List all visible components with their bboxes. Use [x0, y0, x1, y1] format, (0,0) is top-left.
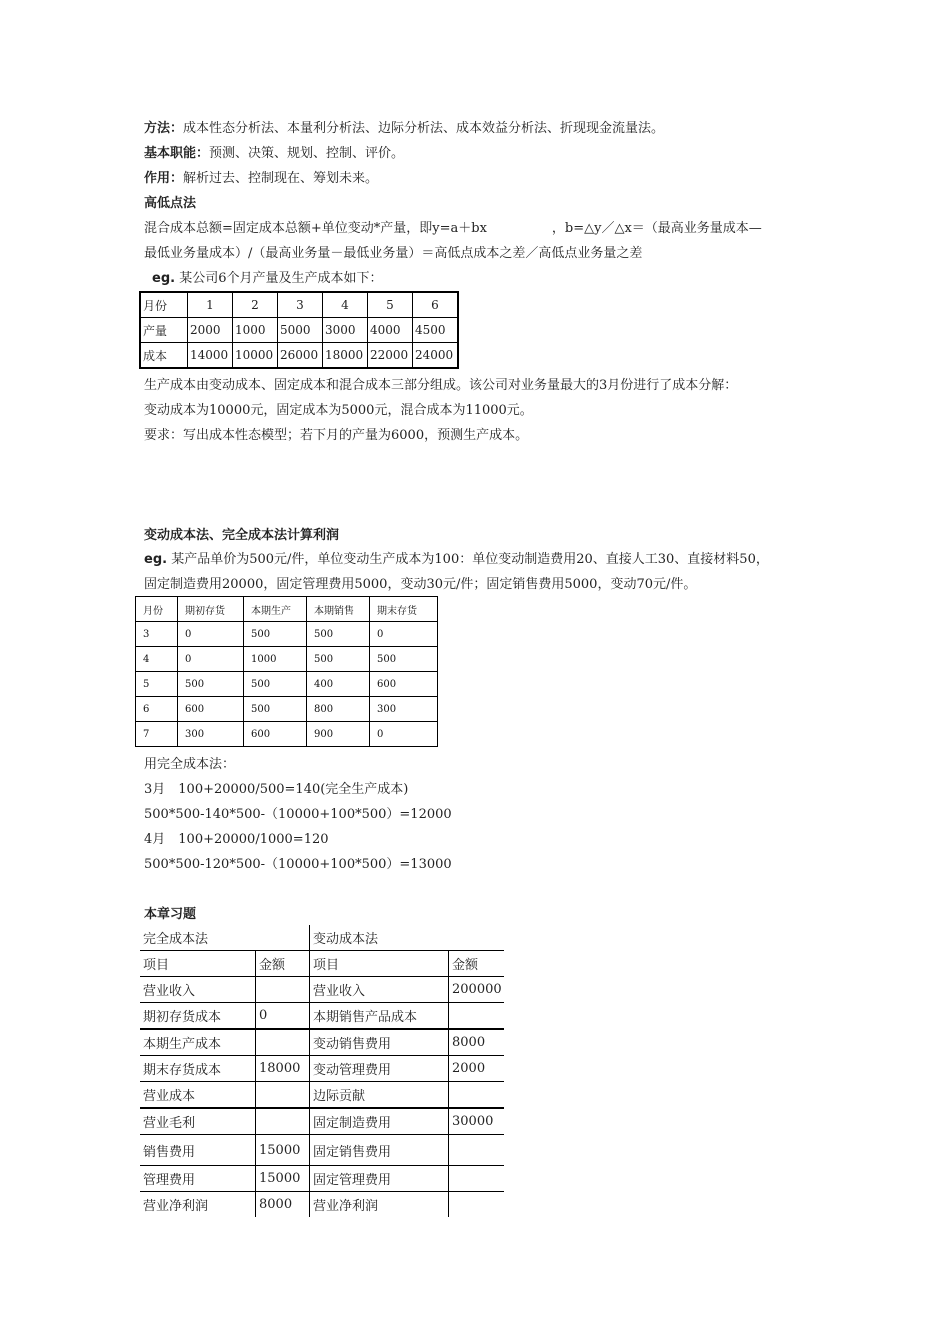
left-title: 完全成本法: [140, 925, 310, 951]
table-cell: 900: [307, 722, 370, 747]
example-text: 某产品单价为500元/件，单位变动生产成本为100：单位变动制造费用20、直接人工30、直接材料50，: [171, 552, 769, 567]
inventory-table: [135, 596, 438, 747]
production-cost-table: [139, 291, 459, 369]
table-cell: 800: [307, 697, 370, 722]
table-cell: 项目: [140, 951, 256, 977]
table-row: [140, 1056, 504, 1082]
calc-line-4: 4月 100+20000/1000=120: [144, 832, 329, 847]
table-cell: 26000: [278, 343, 323, 369]
table-cell: [256, 1108, 310, 1135]
table-row: [136, 722, 438, 747]
table-row: [136, 622, 438, 647]
table-cell: 500: [307, 647, 370, 672]
table-cell: 营业净利润: [143, 1199, 209, 1214]
table-cell: [256, 1029, 310, 1056]
table-header-row: [136, 597, 438, 622]
table-cell: 2000: [449, 1056, 505, 1082]
table-cell: 产量: [140, 318, 188, 343]
table-cell: 24000: [413, 343, 459, 369]
table-cell: [449, 1082, 505, 1109]
table-cell: 变动销售费用: [310, 1029, 449, 1056]
table-cell: 0: [178, 622, 244, 647]
table-row: [140, 1166, 504, 1192]
table-cell: 营业毛利: [140, 1108, 256, 1135]
table-cell: 5000: [278, 318, 323, 343]
formula-line-2: 最低业务量成本）/（最高业务量－最低业务量）＝高低点成本之差／高低点业务量之差: [144, 246, 643, 261]
table-cell: 300: [178, 722, 244, 747]
calc-line-2: 3月 100+20000/500=140(完全生产成本): [144, 782, 409, 797]
table-cell: 3: [136, 622, 178, 647]
table-cell: 固定制造费用: [310, 1108, 449, 1135]
table-cell: 1000: [244, 647, 307, 672]
note-line-1: 生产成本由变动成本、固定成本和混合成本三部分组成。该公司对业务量最大的3月份进行了成本分解：: [144, 378, 738, 393]
methods-text: 成本性态分析法、本量利分析法、边际分析法、成本效益分析法、折现现金流量法。: [183, 121, 665, 136]
table-row: [140, 1108, 504, 1135]
table-cell: 3000: [323, 318, 368, 343]
table-cell: 6: [136, 697, 178, 722]
table-cell: 0: [370, 622, 438, 647]
table-cell: [256, 977, 310, 1003]
methods-line: [144, 120, 664, 138]
table-cell: 500: [244, 622, 307, 647]
right-title: 变动成本法: [310, 925, 505, 951]
table-row: [136, 672, 438, 697]
table-cell: 4500: [413, 318, 459, 343]
formula-line-1: 混合成本总额=固定成本总额+单位变动*产量，即y=a＋bx ，b=△y／△x＝（最高业务量成本—: [144, 221, 762, 236]
table-cell: 本期生产: [244, 597, 307, 622]
table-cell: 6: [413, 292, 459, 318]
table-cell: 4000: [368, 318, 413, 343]
table-cell: 项目: [310, 951, 449, 977]
vc-example-line-2: 固定制造费用20000，固定管理费用5000，变动30元/件；固定销售费用5000，变动70元/件。: [144, 577, 697, 592]
table-cell: 0: [370, 722, 438, 747]
table-cell: 期末存货成本: [140, 1056, 256, 1082]
table-cell: 500: [307, 622, 370, 647]
table-cell: 本期销售: [307, 597, 370, 622]
table-cell: 600: [370, 672, 438, 697]
calc-line-5: 500*500-120*500-（10000+100*500）=13000: [144, 857, 452, 872]
table-cell: [449, 1192, 505, 1218]
table-cell: 金额: [256, 951, 310, 977]
role-text: 解析过去、控制现在、筹划未来。: [183, 171, 379, 186]
table-cell: 500: [244, 672, 307, 697]
table-cell: 4: [323, 292, 368, 318]
table-row: [140, 1192, 504, 1218]
table-cell: [449, 1135, 505, 1166]
functions-text: 预测、决策、规划、控制、评价。: [209, 146, 405, 161]
table-cell: 8000: [449, 1029, 505, 1056]
table-cell: 22000: [368, 343, 413, 369]
table-cell: 成本: [140, 343, 188, 369]
table-row: [140, 977, 504, 1003]
table-cell: 管理费用: [140, 1166, 256, 1192]
table-cell: 固定销售费用: [310, 1135, 449, 1166]
table-row: [140, 318, 458, 343]
example-label: eg.: [152, 271, 176, 286]
table-cell: 营业收入: [310, 977, 449, 1003]
table-row: [140, 1003, 504, 1030]
role-label: 作用：: [144, 171, 184, 186]
table-cell: 5: [368, 292, 413, 318]
table-cell: 8000: [256, 1192, 310, 1218]
table-row: [140, 1029, 504, 1056]
table-cell: 销售费用: [140, 1135, 256, 1166]
table-cell: 400: [307, 672, 370, 697]
note-line-3: 要求：写出成本性态模型；若下月的产量为6000，预测生产成本。: [144, 428, 529, 443]
table-cell: 月份: [140, 292, 188, 318]
table-title-row: [140, 925, 504, 951]
table-cell: 固定管理费用: [310, 1166, 449, 1192]
table-cell: 1000: [233, 318, 278, 343]
table-cell: 0: [256, 1003, 310, 1030]
high-low-example: [152, 270, 382, 288]
table-cell: 15000: [256, 1135, 310, 1166]
table-row: [140, 1135, 504, 1166]
table-cell: 600: [178, 697, 244, 722]
exercise-table: [140, 925, 504, 1217]
table-cell: 期初存货成本: [140, 1003, 256, 1030]
table-cell: 营业收入: [140, 977, 256, 1003]
table-cell: 15000: [256, 1166, 310, 1192]
table-cell: 期末存货: [370, 597, 438, 622]
table-cell: 30000: [449, 1108, 505, 1135]
table-cell: 5: [136, 672, 178, 697]
table-cell: 500: [178, 672, 244, 697]
table-cell: 600: [244, 722, 307, 747]
table-cell: 营业成本: [140, 1082, 256, 1109]
calc-line-1: 用完全成本法：: [144, 757, 236, 772]
table-row: [136, 697, 438, 722]
high-low-heading: 高低点法: [144, 196, 197, 211]
table-cell: 10000: [233, 343, 278, 369]
table-cell: 3: [278, 292, 323, 318]
note-line-2: 变动成本为10000元，固定成本为5000元，混合成本为11000元。: [144, 403, 533, 418]
example-label: eg.: [144, 552, 168, 567]
table-cell: 本期生产成本: [140, 1029, 256, 1056]
table-cell: 本期销售产品成本: [310, 1003, 449, 1030]
table-row: [136, 647, 438, 672]
table-cell: 期初存货: [178, 597, 244, 622]
table-cell: [449, 1166, 505, 1192]
calc-line-3: 500*500-140*500-（10000+100*500）=12000: [144, 807, 452, 822]
role-line: [144, 170, 378, 188]
exercise-heading: 本章习题: [144, 907, 197, 922]
table-cell: 1: [188, 292, 233, 318]
table-cell: 4: [136, 647, 178, 672]
table-header-row: [140, 292, 458, 318]
table-cell: 边际贡献: [310, 1082, 449, 1109]
functions-line: [144, 145, 404, 163]
table-cell: 2000: [188, 318, 233, 343]
table-cell: 金额: [449, 951, 505, 977]
vc-example-line-1: [144, 551, 769, 569]
table-row: [140, 343, 458, 369]
table-cell: 500: [244, 697, 307, 722]
variable-cost-heading: 变动成本法、完全成本法计算利润: [144, 528, 340, 543]
table-cell: 变动管理费用: [310, 1056, 449, 1082]
table-cell: 7: [136, 722, 178, 747]
functions-label: 基本职能：: [144, 146, 210, 161]
table-cell: 200000: [449, 977, 505, 1003]
table-header-row: [140, 951, 504, 977]
table-cell: 营业净利润: [310, 1192, 449, 1218]
table-cell: [449, 1003, 505, 1030]
table-cell: 500: [370, 647, 438, 672]
table-cell: 18000: [323, 343, 368, 369]
table-cell: 0: [178, 647, 244, 672]
table-cell: 月份: [136, 597, 178, 622]
example-text: 某公司6个月产量及生产成本如下：: [179, 271, 383, 286]
table-row: [140, 1082, 504, 1109]
table-cell: 300: [370, 697, 438, 722]
table-cell: 2: [233, 292, 278, 318]
table-cell: [256, 1082, 310, 1109]
table-cell: 18000: [256, 1056, 310, 1082]
methods-label: 方法：: [144, 121, 184, 136]
table-cell: 14000: [188, 343, 233, 369]
